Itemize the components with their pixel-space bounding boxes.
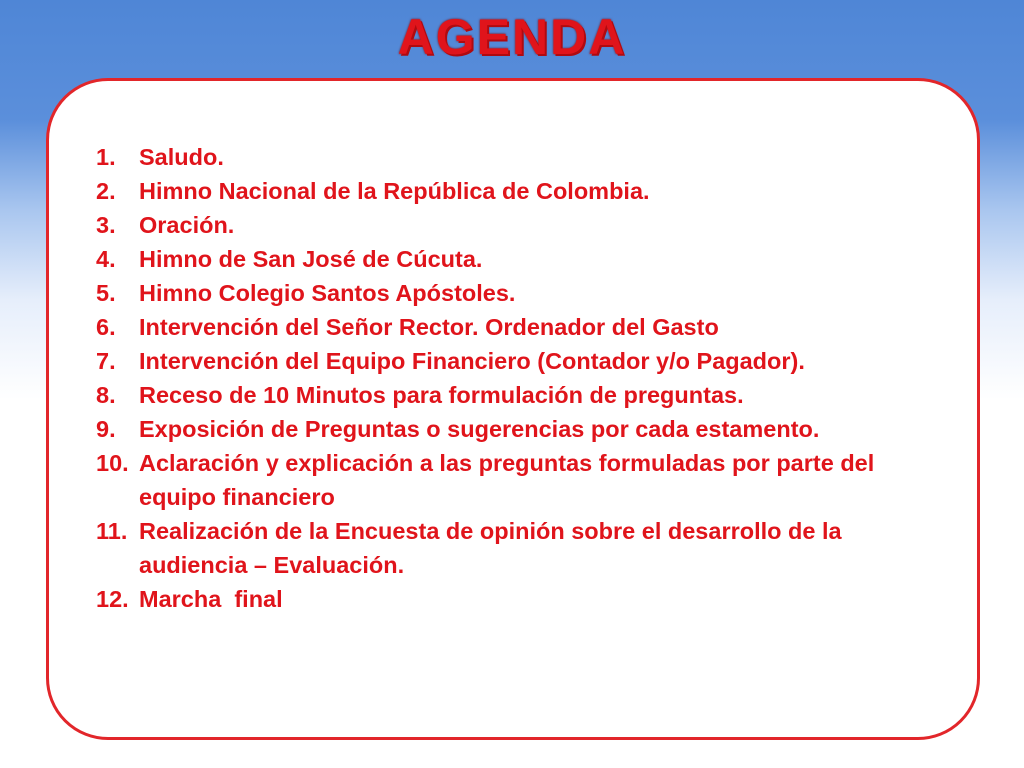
agenda-item-text: Himno Nacional de la República de Colombia. — [139, 178, 650, 204]
agenda-item-6 — [96, 310, 946, 344]
agenda-item-text: Himno Colegio Santos Apóstoles. — [139, 280, 516, 306]
agenda-item-4 — [96, 242, 946, 276]
agenda-item-number: 10. — [96, 450, 129, 476]
agenda-item-text: Himno de San José de Cúcuta. — [139, 246, 483, 272]
agenda-item-12 — [96, 582, 946, 616]
agenda-item-5 — [96, 276, 946, 310]
agenda-item-number: 9. — [96, 416, 116, 442]
agenda-item-text: Exposición de Preguntas o sugerencias por cada estamento. — [139, 416, 820, 442]
agenda-item-number: 5. — [96, 280, 116, 306]
agenda-item-2 — [96, 174, 946, 208]
agenda-item-text: Realización de la Encuesta de opinión sobre el desarrollo de la audiencia – Evaluación. — [139, 518, 842, 578]
agenda-item-1 — [96, 140, 946, 174]
agenda-item-text: Oración. — [139, 212, 235, 238]
agenda-item-text: Marcha final — [139, 586, 283, 612]
agenda-item-text: Intervención del Señor Rector. Ordenador del Gasto — [139, 314, 719, 340]
agenda-item-number: 4. — [96, 246, 116, 272]
agenda-item-text: Aclaración y explicación a las preguntas formuladas por parte del equipo financiero — [139, 450, 875, 510]
agenda-item-number: 3. — [96, 212, 116, 238]
agenda-item-7 — [96, 344, 946, 378]
agenda-item-number: 7. — [96, 348, 116, 374]
agenda-item-11 — [96, 514, 946, 582]
agenda-item-text: Saludo. — [139, 144, 224, 170]
agenda-item-3 — [96, 208, 946, 242]
agenda-item-8 — [96, 378, 946, 412]
agenda-item-text: Intervención del Equipo Financiero (Contador y/o Pagador). — [139, 348, 805, 374]
agenda-item-10 — [96, 446, 946, 514]
agenda-item-text: Receso de 10 Minutos para formulación de preguntas. — [139, 382, 744, 408]
agenda-title: AGENDA — [397, 9, 627, 65]
agenda-item-number: 1. — [96, 144, 116, 170]
agenda-list — [96, 140, 946, 616]
agenda-item-number: 11. — [96, 518, 128, 544]
agenda-item-number: 12. — [96, 586, 129, 612]
agenda-item-9 — [96, 412, 946, 446]
agenda-item-number: 2. — [96, 178, 116, 204]
agenda-item-number: 8. — [96, 382, 116, 408]
agenda-item-number: 6. — [96, 314, 116, 340]
